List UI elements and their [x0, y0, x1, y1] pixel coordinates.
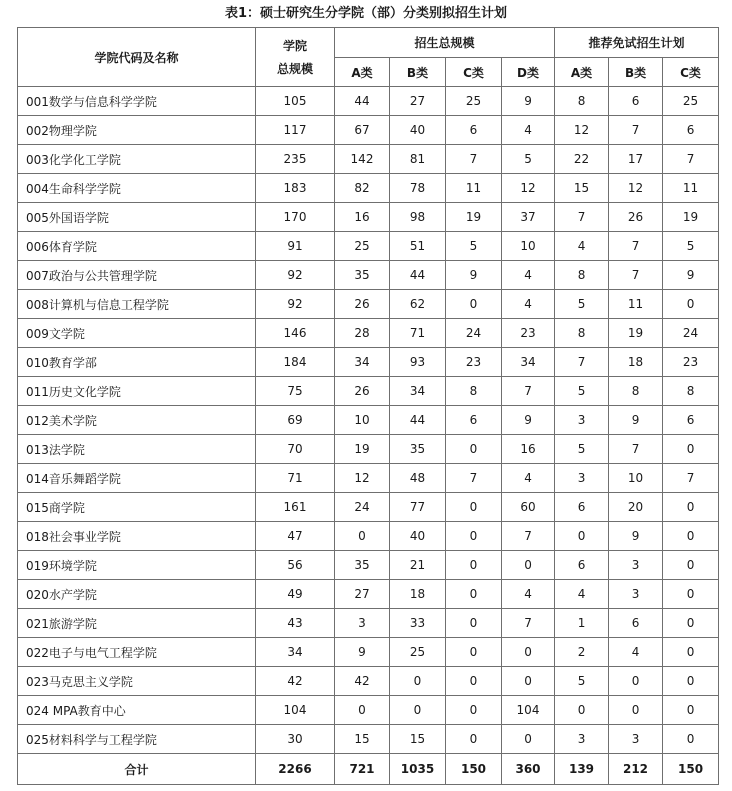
- cell-b: 81: [390, 145, 446, 174]
- cell-college-name: 015商学院: [18, 493, 256, 522]
- cell-a: 26: [335, 377, 390, 406]
- cell-exempt-b: 3: [609, 725, 663, 754]
- cell-b: 44: [390, 406, 446, 435]
- table-body: [18, 87, 719, 754]
- cell-college-name: 021旅游学院: [18, 609, 256, 638]
- cell-b: 34: [390, 377, 446, 406]
- cell-exempt-a: 6: [555, 551, 609, 580]
- cell-a: 9: [335, 638, 390, 667]
- cell-b: 48: [390, 464, 446, 493]
- cell-college-name: 009文学院: [18, 319, 256, 348]
- cell-exempt-a: 0: [555, 696, 609, 725]
- cell-exempt-b: 212: [609, 754, 663, 785]
- cell-d: 0: [502, 551, 555, 580]
- cell-exempt-b: 9: [609, 406, 663, 435]
- cell-exempt-c: 11: [663, 174, 719, 203]
- cell-college-name: 008计算机与信息工程学院: [18, 290, 256, 319]
- table-row: [18, 551, 719, 580]
- cell-exempt-b: 12: [609, 174, 663, 203]
- cell-b: 0: [390, 667, 446, 696]
- table-row: [18, 87, 719, 116]
- cell-exempt-a: 0: [555, 522, 609, 551]
- cell-exempt-b: 10: [609, 464, 663, 493]
- cell-exempt-b: 7: [609, 261, 663, 290]
- cell-college-name: 012美术学院: [18, 406, 256, 435]
- cell-exempt-a: 3: [555, 464, 609, 493]
- cell-a: 0: [335, 522, 390, 551]
- header-group-exempt: 推荐免试招生计划: [555, 28, 719, 58]
- cell-exempt-c: 25: [663, 87, 719, 116]
- cell-exempt-b: 7: [609, 116, 663, 145]
- cell-exempt-a: 5: [555, 667, 609, 696]
- cell-exempt-c: 0: [663, 638, 719, 667]
- cell-c: 24: [446, 319, 502, 348]
- cell-exempt-c: 24: [663, 319, 719, 348]
- cell-c: 0: [446, 435, 502, 464]
- cell-exempt-a: 12: [555, 116, 609, 145]
- cell-total: 47: [256, 522, 335, 551]
- cell-b: 15: [390, 725, 446, 754]
- cell-d: 4: [502, 261, 555, 290]
- cell-total: 71: [256, 464, 335, 493]
- cell-exempt-b: 6: [609, 609, 663, 638]
- cell-college-name: 020水产学院: [18, 580, 256, 609]
- cell-c: 0: [446, 696, 502, 725]
- cell-b: 1035: [390, 754, 446, 785]
- cell-d: 7: [502, 377, 555, 406]
- cell-a: 3: [335, 609, 390, 638]
- cell-c: 0: [446, 580, 502, 609]
- cell-exempt-c: 19: [663, 203, 719, 232]
- cell-exempt-c: 5: [663, 232, 719, 261]
- table-header: [18, 28, 719, 87]
- cell-exempt-a: 15: [555, 174, 609, 203]
- cell-college-name: 022电子与电气工程学院: [18, 638, 256, 667]
- cell-d: 4: [502, 580, 555, 609]
- cell-a: 82: [335, 174, 390, 203]
- cell-b: 78: [390, 174, 446, 203]
- cell-exempt-a: 7: [555, 348, 609, 377]
- cell-total: 91: [256, 232, 335, 261]
- cell-d: 0: [502, 638, 555, 667]
- cell-exempt-c: 0: [663, 551, 719, 580]
- header-exempt-b: B类: [609, 58, 663, 87]
- header-exempt-c: C类: [663, 58, 719, 87]
- cell-c: 6: [446, 116, 502, 145]
- cell-c: 7: [446, 464, 502, 493]
- cell-total: 161: [256, 493, 335, 522]
- cell-c: 0: [446, 522, 502, 551]
- cell-b: 21: [390, 551, 446, 580]
- cell-exempt-a: 4: [555, 232, 609, 261]
- cell-a: 24: [335, 493, 390, 522]
- cell-exempt-a: 8: [555, 319, 609, 348]
- cell-exempt-b: 0: [609, 696, 663, 725]
- cell-college-name: 011历史文化学院: [18, 377, 256, 406]
- cell-total: 235: [256, 145, 335, 174]
- cell-c: 0: [446, 290, 502, 319]
- cell-exempt-b: 0: [609, 667, 663, 696]
- cell-c: 150: [446, 754, 502, 785]
- cell-d: 7: [502, 609, 555, 638]
- table-row: [18, 667, 719, 696]
- table-row: [18, 377, 719, 406]
- cell-d: 16: [502, 435, 555, 464]
- total-row: [18, 754, 719, 785]
- cell-b: 98: [390, 203, 446, 232]
- cell-c: 0: [446, 551, 502, 580]
- cell-b: 93: [390, 348, 446, 377]
- cell-d: 23: [502, 319, 555, 348]
- cell-college-name: 025材料科学与工程学院: [18, 725, 256, 754]
- cell-d: 9: [502, 406, 555, 435]
- cell-a: 10: [335, 406, 390, 435]
- cell-d: 360: [502, 754, 555, 785]
- cell-exempt-a: 7: [555, 203, 609, 232]
- cell-exempt-b: 3: [609, 580, 663, 609]
- header-total-d: D类: [502, 58, 555, 87]
- table-row: [18, 493, 719, 522]
- cell-a: 0: [335, 696, 390, 725]
- table-row: [18, 725, 719, 754]
- cell-d: 4: [502, 464, 555, 493]
- cell-exempt-c: 7: [663, 145, 719, 174]
- header-total-scale: [256, 28, 335, 87]
- cell-college-name: 002物理学院: [18, 116, 256, 145]
- cell-college-name: 023马克思主义学院: [18, 667, 256, 696]
- table-row: [18, 696, 719, 725]
- cell-d: 4: [502, 116, 555, 145]
- cell-exempt-c: 0: [663, 609, 719, 638]
- cell-a: 67: [335, 116, 390, 145]
- cell-college-name: 019环境学院: [18, 551, 256, 580]
- cell-d: 9: [502, 87, 555, 116]
- cell-a: 34: [335, 348, 390, 377]
- cell-a: 721: [335, 754, 390, 785]
- cell-b: 51: [390, 232, 446, 261]
- cell-b: 77: [390, 493, 446, 522]
- cell-d: 12: [502, 174, 555, 203]
- cell-d: 0: [502, 667, 555, 696]
- enrollment-plan-table: [17, 27, 719, 785]
- table-row: [18, 174, 719, 203]
- header-total-line2: 总规模: [276, 62, 313, 76]
- cell-a: 28: [335, 319, 390, 348]
- cell-college-name: 024 MPA教育中心: [18, 696, 256, 725]
- cell-exempt-a: 22: [555, 145, 609, 174]
- cell-total: 49: [256, 580, 335, 609]
- cell-exempt-c: 0: [663, 725, 719, 754]
- cell-exempt-c: 6: [663, 116, 719, 145]
- cell-exempt-a: 2: [555, 638, 609, 667]
- cell-c: 6: [446, 406, 502, 435]
- cell-college-name: 004生命科学学院: [18, 174, 256, 203]
- cell-exempt-b: 7: [609, 435, 663, 464]
- cell-exempt-c: 23: [663, 348, 719, 377]
- cell-c: 5: [446, 232, 502, 261]
- cell-b: 25: [390, 638, 446, 667]
- cell-total: 43: [256, 609, 335, 638]
- cell-exempt-a: 8: [555, 261, 609, 290]
- cell-total: 170: [256, 203, 335, 232]
- cell-exempt-a: 139: [555, 754, 609, 785]
- table-row: [18, 319, 719, 348]
- cell-b: 71: [390, 319, 446, 348]
- cell-a: 15: [335, 725, 390, 754]
- cell-exempt-b: 17: [609, 145, 663, 174]
- cell-total: 34: [256, 638, 335, 667]
- cell-exempt-b: 20: [609, 493, 663, 522]
- cell-exempt-b: 4: [609, 638, 663, 667]
- cell-total: 2266: [256, 754, 335, 785]
- cell-a: 26: [335, 290, 390, 319]
- cell-total: 92: [256, 290, 335, 319]
- cell-c: 9: [446, 261, 502, 290]
- cell-b: 18: [390, 580, 446, 609]
- cell-exempt-a: 3: [555, 725, 609, 754]
- cell-d: 4: [502, 290, 555, 319]
- table-row: [18, 348, 719, 377]
- table-row: [18, 435, 719, 464]
- cell-exempt-b: 7: [609, 232, 663, 261]
- cell-exempt-b: 8: [609, 377, 663, 406]
- table-row: [18, 406, 719, 435]
- header-total-b: B类: [390, 58, 446, 87]
- header-total-a: A类: [335, 58, 390, 87]
- cell-exempt-c: 0: [663, 435, 719, 464]
- header-group-total: 招生总规模: [335, 28, 555, 58]
- cell-total: 70: [256, 435, 335, 464]
- cell-d: 7: [502, 522, 555, 551]
- table-row: [18, 145, 719, 174]
- cell-b: 0: [390, 696, 446, 725]
- cell-c: 0: [446, 667, 502, 696]
- cell-exempt-c: 7: [663, 464, 719, 493]
- cell-exempt-a: 1: [555, 609, 609, 638]
- cell-a: 35: [335, 551, 390, 580]
- table-row: [18, 203, 719, 232]
- cell-a: 16: [335, 203, 390, 232]
- cell-total: 42: [256, 667, 335, 696]
- cell-college-name: 013法学院: [18, 435, 256, 464]
- cell-exempt-b: 19: [609, 319, 663, 348]
- cell-c: 25: [446, 87, 502, 116]
- cell-total: 69: [256, 406, 335, 435]
- table-row: [18, 522, 719, 551]
- cell-d: 10: [502, 232, 555, 261]
- cell-exempt-c: 0: [663, 522, 719, 551]
- cell-college-name: 010教育学部: [18, 348, 256, 377]
- cell-b: 40: [390, 522, 446, 551]
- total-label: 合计: [18, 754, 256, 785]
- cell-college-name: 006体育学院: [18, 232, 256, 261]
- cell-c: 0: [446, 638, 502, 667]
- cell-c: 11: [446, 174, 502, 203]
- cell-total: 75: [256, 377, 335, 406]
- cell-total: 92: [256, 261, 335, 290]
- cell-exempt-b: 18: [609, 348, 663, 377]
- cell-b: 33: [390, 609, 446, 638]
- table-row: [18, 116, 719, 145]
- cell-total: 105: [256, 87, 335, 116]
- cell-total: 183: [256, 174, 335, 203]
- header-total-c: C类: [446, 58, 502, 87]
- table-footer: [18, 754, 719, 785]
- cell-c: 7: [446, 145, 502, 174]
- cell-exempt-b: 9: [609, 522, 663, 551]
- cell-exempt-a: 3: [555, 406, 609, 435]
- cell-total: 184: [256, 348, 335, 377]
- cell-exempt-c: 9: [663, 261, 719, 290]
- cell-a: 19: [335, 435, 390, 464]
- header-exempt-a: A类: [555, 58, 609, 87]
- cell-d: 5: [502, 145, 555, 174]
- cell-college-name: 003化学化工学院: [18, 145, 256, 174]
- cell-b: 40: [390, 116, 446, 145]
- cell-a: 42: [335, 667, 390, 696]
- cell-total: 56: [256, 551, 335, 580]
- cell-c: 8: [446, 377, 502, 406]
- cell-total: 146: [256, 319, 335, 348]
- cell-exempt-a: 6: [555, 493, 609, 522]
- cell-exempt-c: 6: [663, 406, 719, 435]
- cell-total: 30: [256, 725, 335, 754]
- cell-exempt-b: 6: [609, 87, 663, 116]
- table-row: [18, 232, 719, 261]
- table-row: [18, 638, 719, 667]
- table-caption: 表1：硕士研究生分学院（部）分类别拟招生计划: [224, 6, 508, 21]
- cell-total: 117: [256, 116, 335, 145]
- cell-exempt-b: 11: [609, 290, 663, 319]
- header-college: 学院代码及名称: [18, 28, 256, 87]
- table-row: [18, 290, 719, 319]
- cell-college-name: 007政治与公共管理学院: [18, 261, 256, 290]
- cell-exempt-a: 5: [555, 377, 609, 406]
- table-row: [18, 464, 719, 493]
- cell-exempt-c: 0: [663, 667, 719, 696]
- cell-exempt-a: 8: [555, 87, 609, 116]
- cell-exempt-c: 0: [663, 580, 719, 609]
- cell-college-name: 018社会事业学院: [18, 522, 256, 551]
- cell-d: 34: [502, 348, 555, 377]
- cell-c: 0: [446, 609, 502, 638]
- cell-c: 19: [446, 203, 502, 232]
- cell-a: 12: [335, 464, 390, 493]
- cell-exempt-c: 150: [663, 754, 719, 785]
- table-row: [18, 261, 719, 290]
- cell-a: 25: [335, 232, 390, 261]
- cell-b: 35: [390, 435, 446, 464]
- cell-d: 0: [502, 725, 555, 754]
- cell-d: 104: [502, 696, 555, 725]
- cell-a: 27: [335, 580, 390, 609]
- cell-total: 104: [256, 696, 335, 725]
- cell-a: 35: [335, 261, 390, 290]
- cell-a: 44: [335, 87, 390, 116]
- table-row: [18, 609, 719, 638]
- cell-exempt-a: 5: [555, 435, 609, 464]
- cell-c: 0: [446, 725, 502, 754]
- cell-exempt-b: 26: [609, 203, 663, 232]
- cell-exempt-c: 0: [663, 290, 719, 319]
- cell-b: 27: [390, 87, 446, 116]
- cell-d: 37: [502, 203, 555, 232]
- cell-c: 23: [446, 348, 502, 377]
- cell-d: 60: [502, 493, 555, 522]
- cell-c: 0: [446, 493, 502, 522]
- cell-exempt-a: 4: [555, 580, 609, 609]
- cell-college-name: 014音乐舞蹈学院: [18, 464, 256, 493]
- cell-college-name: 001数学与信息科学学院: [18, 87, 256, 116]
- table-row: [18, 580, 719, 609]
- cell-exempt-a: 5: [555, 290, 609, 319]
- cell-exempt-c: 8: [663, 377, 719, 406]
- cell-college-name: 005外国语学院: [18, 203, 256, 232]
- cell-b: 44: [390, 261, 446, 290]
- cell-b: 62: [390, 290, 446, 319]
- cell-exempt-b: 3: [609, 551, 663, 580]
- cell-exempt-c: 0: [663, 696, 719, 725]
- cell-a: 142: [335, 145, 390, 174]
- cell-exempt-c: 0: [663, 493, 719, 522]
- header-total-line1: 学院: [282, 39, 307, 53]
